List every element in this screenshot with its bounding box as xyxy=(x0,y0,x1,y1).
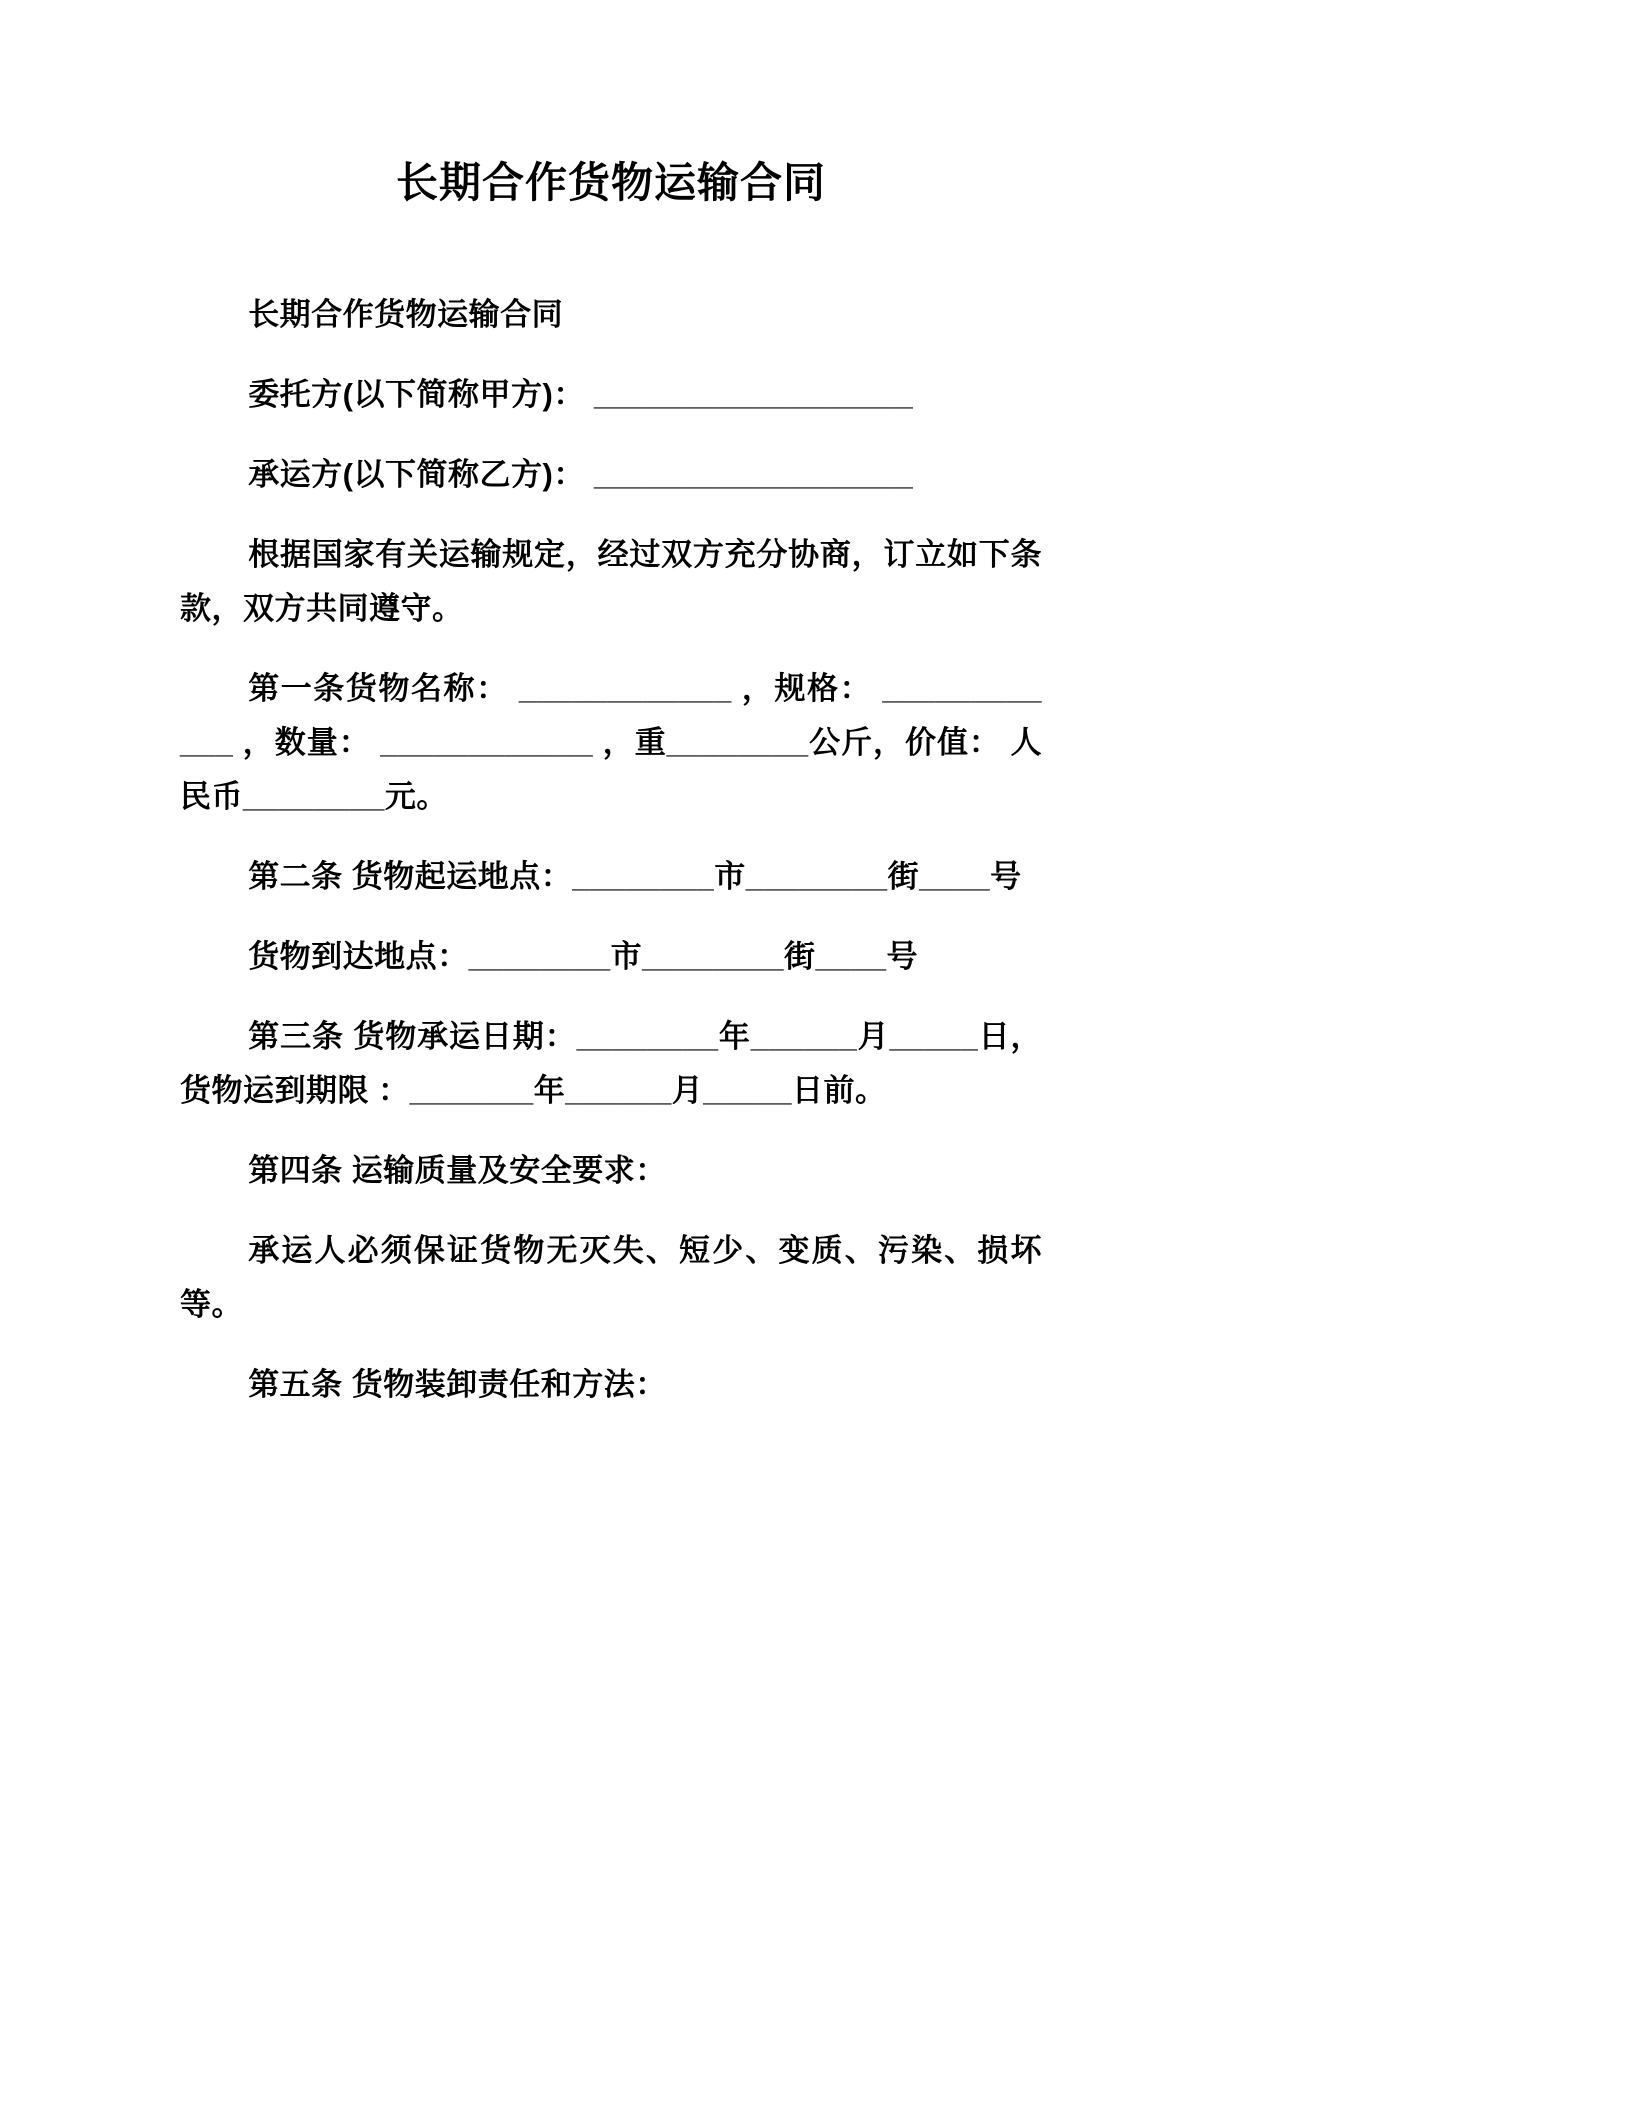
article-1-goods: 第一条货物名称： ____________ ，规格： ____________ ，数量： ____________ ，重________公斤，价值： 人民币________元。 xyxy=(180,671,1042,814)
article-2-origin: 第二条 货物起运地点：________市________街____号 xyxy=(248,859,1022,894)
article-4-body: 承运人必须保证货物无灭失、短少、变质、污染、损坏等。 xyxy=(180,1233,1042,1322)
article-2-destination: 货物到达地点：________市________街____号 xyxy=(248,939,919,974)
contract-subtitle: 长期合作货物运输合同 xyxy=(248,297,564,332)
party-b-line: 承运方(以下简称乙方)： __________________ xyxy=(248,457,914,492)
preamble-paragraph: 根据国家有关运输规定，经过双方充分协商，订立如下条款，双方共同遵守。 xyxy=(180,537,1042,626)
document-content xyxy=(180,150,1042,1412)
party-a-line: 委托方(以下简称甲方)： __________________ xyxy=(248,377,914,412)
article-5-heading: 第五条 货物装卸责任和方法： xyxy=(248,1367,667,1402)
article-4-heading: 第四条 运输质量及安全要求： xyxy=(248,1153,667,1188)
article-3-dates: 第三条 货物承运日期：________年______月_____日，货物运到期限 ：_______年______月_____日前。 xyxy=(180,1019,1042,1108)
document-title: 长期合作货物运输合同 xyxy=(395,159,826,206)
